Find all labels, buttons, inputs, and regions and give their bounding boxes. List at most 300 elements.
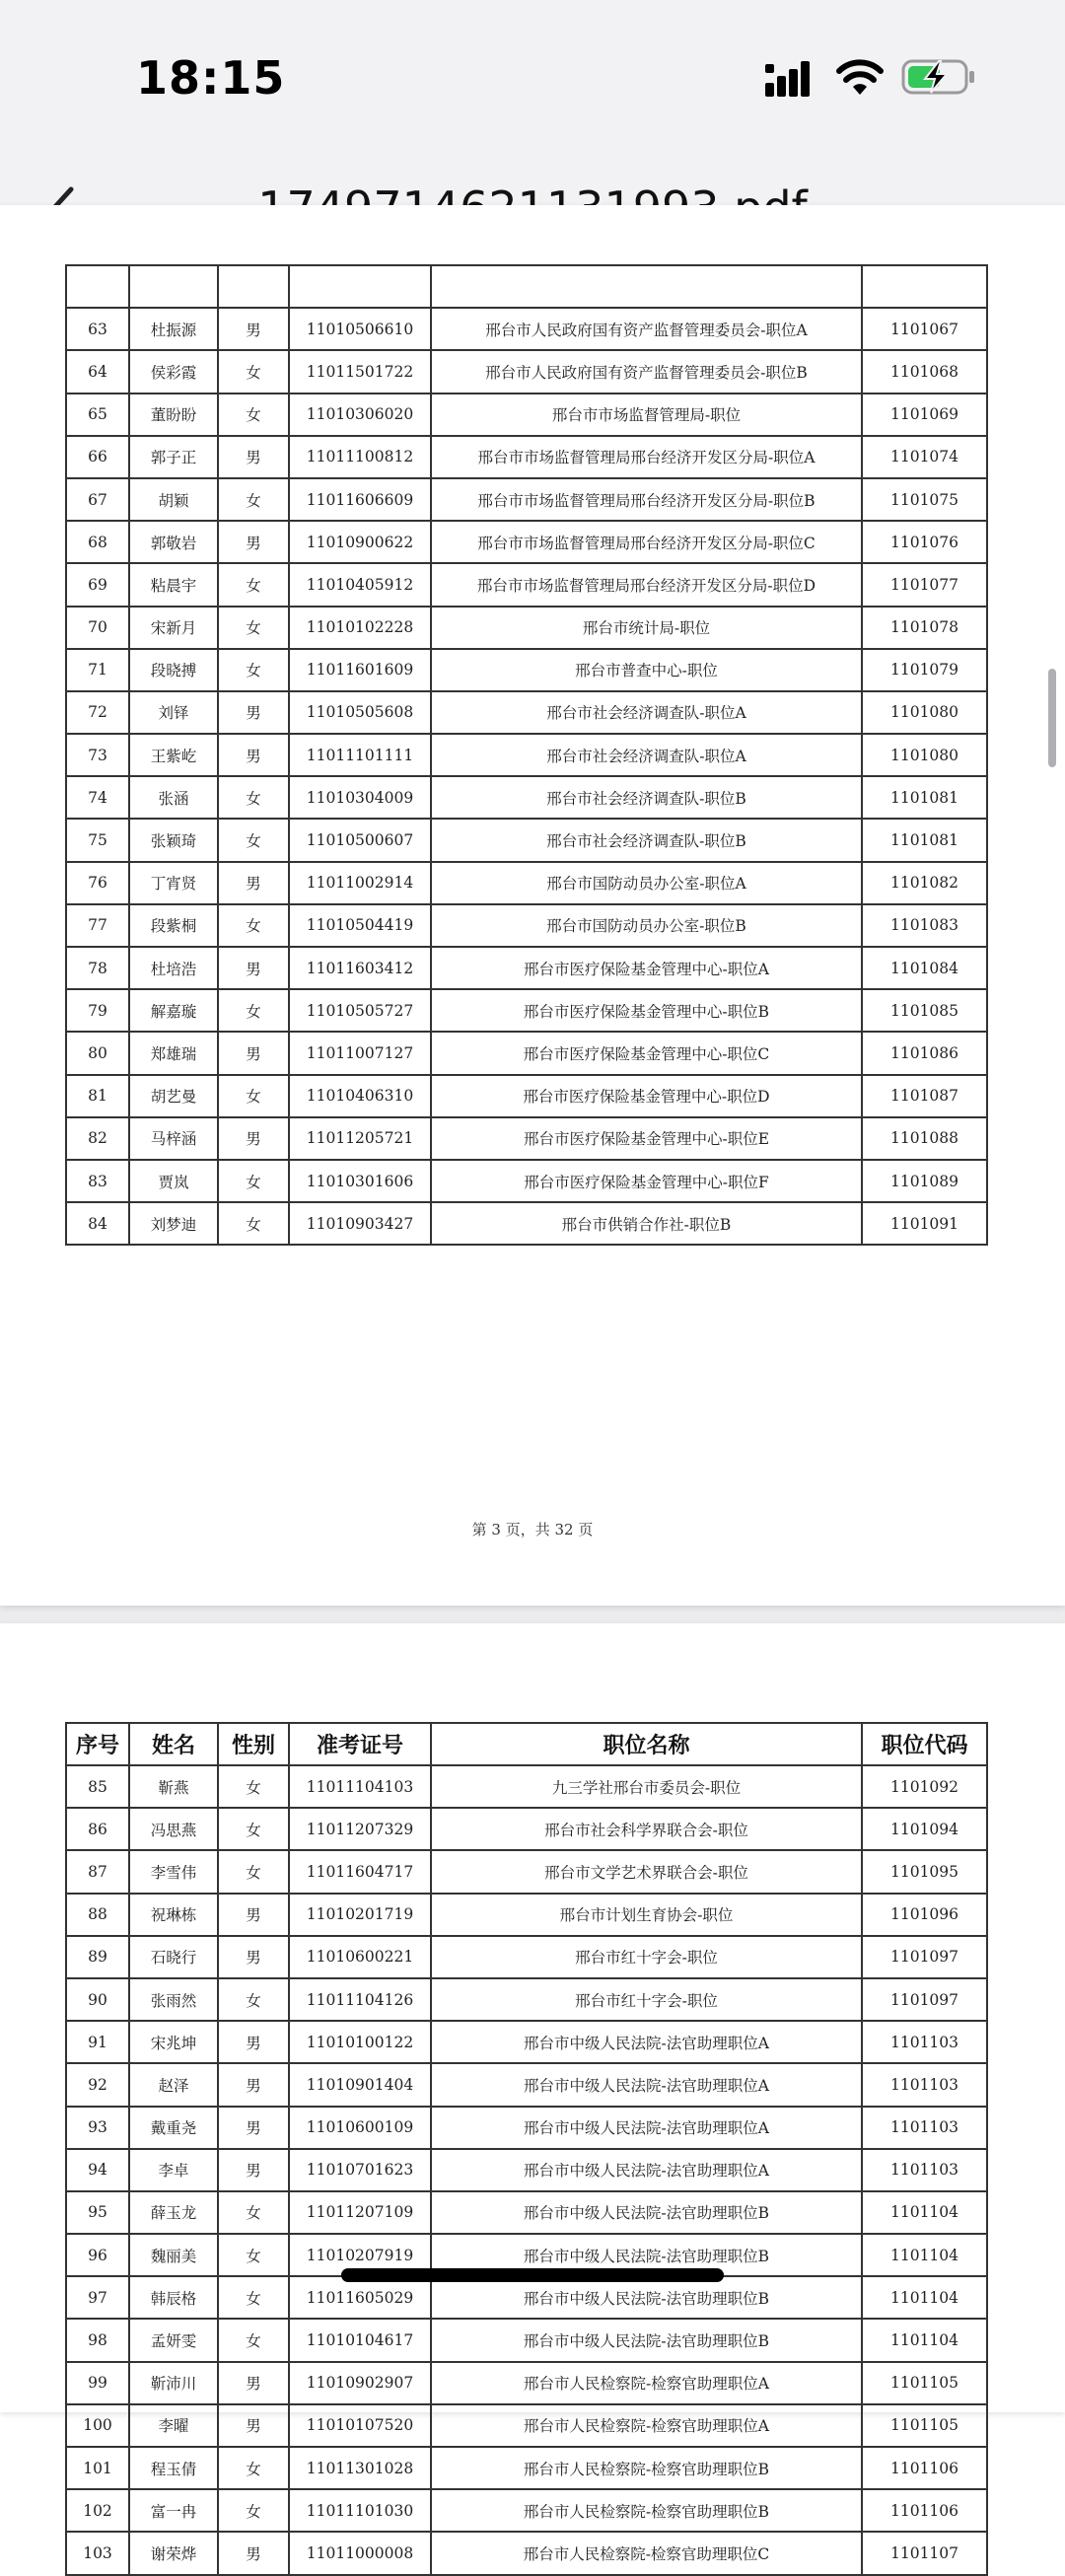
- cell-exam-id: 11011205721: [289, 1117, 431, 1160]
- cell-index: 82: [66, 1117, 129, 1160]
- cell-gender: 女: [218, 1160, 289, 1202]
- cell-exam-id: 11011104103: [289, 1765, 431, 1808]
- cell-exam-id: 11010900622: [289, 521, 431, 563]
- cell-position-name: 邢台市供销合作社-职位B: [431, 1202, 862, 1245]
- cell-gender: 女: [218, 2276, 289, 2319]
- cell-index: 90: [66, 1978, 129, 2021]
- cell-position-name: 邢台市中级人民法院-法官助理职位A: [431, 2063, 862, 2106]
- cell-position-name: 邢台市市场监督管理局邢台经济开发区分局-职位A: [431, 436, 862, 478]
- cell-index: 85: [66, 1765, 129, 1808]
- cell-gender: 女: [218, 1075, 289, 1117]
- header-index: 序号: [66, 1723, 129, 1765]
- cell-gender: 男: [218, 521, 289, 563]
- cell-name: 刘梦迪: [129, 1202, 218, 1245]
- cell-exam-id: 11010500607: [289, 819, 431, 861]
- cell-exam-id: 11010406310: [289, 1075, 431, 1117]
- cell-gender: 女: [218, 1202, 289, 1245]
- cell-position-code: 1101103: [862, 2149, 987, 2191]
- cell-index: 65: [66, 394, 129, 436]
- cell-name: 宋兆坤: [129, 2021, 218, 2063]
- cell-index: 70: [66, 607, 129, 649]
- cell-exam-id: 11010306020: [289, 394, 431, 436]
- cell-exam-id: 11010600109: [289, 2107, 431, 2149]
- cell-position-name: 邢台市社会经济调查队-职位A: [431, 691, 862, 734]
- cell-position-code: 1101068: [862, 350, 987, 393]
- cell-position-name: 邢台市医疗保险基金管理中心-职位B: [431, 989, 862, 1032]
- cell-exam-id: 11011604717: [289, 1850, 431, 1893]
- cell-position-code: 1101091: [862, 1202, 987, 1245]
- table-row: [66, 1075, 987, 1117]
- cell-gender: 女: [218, 2447, 289, 2489]
- cell-gender: 男: [218, 436, 289, 478]
- cell-position-name: 邢台市人民检察院-检察官助理职位B: [431, 2447, 862, 2489]
- cell-position-code: 1101089: [862, 1160, 987, 1202]
- cell-gender: 女: [218, 2191, 289, 2234]
- cell-gender: 女: [218, 2489, 289, 2532]
- table-row: [66, 1160, 987, 1202]
- cell-name: 祝琳栋: [129, 1894, 218, 1936]
- cell-position-name: 邢台市医疗保险基金管理中心-职位D: [431, 1075, 862, 1117]
- cell-name: [129, 265, 218, 308]
- table-row: [66, 862, 987, 904]
- table-row: [66, 819, 987, 861]
- table-row: [66, 1850, 987, 1893]
- table-row: [66, 607, 987, 649]
- cell-position-code: 1101080: [862, 734, 987, 776]
- cell-index: 99: [66, 2362, 129, 2404]
- cell-index: 89: [66, 1936, 129, 1978]
- header-gender: 性别: [218, 1723, 289, 1765]
- cell-position-name: 邢台市医疗保险基金管理中心-职位E: [431, 1117, 862, 1160]
- table-row: [66, 1936, 987, 1978]
- header-position-name: 职位名称: [431, 1723, 862, 1765]
- cell-position-code: 1101103: [862, 2107, 987, 2149]
- cell-gender: 女: [218, 989, 289, 1032]
- cell-index: 101: [66, 2447, 129, 2489]
- cell-position-code: 1101095: [862, 1850, 987, 1893]
- header-exam-id: 准考证号: [289, 1723, 431, 1765]
- table-row: [66, 2191, 987, 2234]
- cell-index: 67: [66, 478, 129, 521]
- cell-gender: 女: [218, 394, 289, 436]
- table-row: [66, 649, 987, 691]
- cell-name: 粘晨宇: [129, 563, 218, 606]
- cell-position-code: 1101081: [862, 819, 987, 861]
- cell-name: 戴重尧: [129, 2107, 218, 2149]
- cell-name: 韩辰格: [129, 2276, 218, 2319]
- cell-position-name: 邢台市人民检察院-检察官助理职位C: [431, 2532, 862, 2574]
- cell-exam-id: 11010201719: [289, 1894, 431, 1936]
- table-row: [66, 1978, 987, 2021]
- table-row: [66, 947, 987, 989]
- battery-charging-icon: [901, 57, 976, 97]
- cell-exam-id: 11010701623: [289, 2149, 431, 2191]
- table-row: [66, 265, 987, 308]
- table-row: [66, 1202, 987, 1245]
- table-row: [66, 1032, 987, 1074]
- pdf-page: [0, 1623, 1065, 2563]
- cell-name: 靳燕: [129, 1765, 218, 1808]
- cell-position-code: 1101086: [862, 1032, 987, 1074]
- cell-exam-id: 11010506610: [289, 308, 431, 350]
- cell-position-code: 1101075: [862, 478, 987, 521]
- cell-exam-id: 11010505608: [289, 691, 431, 734]
- cell-exam-id: 11010504419: [289, 904, 431, 947]
- cell-position-name: 邢台市社会科学界联合会-职位: [431, 1808, 862, 1850]
- cell-position-name: 邢台市文学艺术界联合会-职位: [431, 1850, 862, 1893]
- table-row: [66, 1765, 987, 1808]
- cell-position-name: 邢台市中级人民法院-法官助理职位B: [431, 2319, 862, 2361]
- cell-position-code: 1101074: [862, 436, 987, 478]
- cell-index: 83: [66, 1160, 129, 1202]
- cell-exam-id: 11011101111: [289, 734, 431, 776]
- results-table: [65, 264, 988, 1246]
- cell-exam-id: 11011100812: [289, 436, 431, 478]
- cell-index: 69: [66, 563, 129, 606]
- cell-name: 刘铎: [129, 691, 218, 734]
- cell-position-code: 1101104: [862, 2234, 987, 2276]
- cell-index: 73: [66, 734, 129, 776]
- cell-gender: 女: [218, 819, 289, 861]
- cell-name: 贾岚: [129, 1160, 218, 1202]
- table-row: [66, 2149, 987, 2191]
- cell-position-code: 1101076: [862, 521, 987, 563]
- cell-index: 87: [66, 1850, 129, 1893]
- cell-gender: 男: [218, 2532, 289, 2574]
- cell-position-code: 1101081: [862, 776, 987, 819]
- cell-gender: 女: [218, 607, 289, 649]
- table-row: [66, 2447, 987, 2489]
- cell-position-code: [862, 265, 987, 308]
- cell-position-name: 邢台市人民检察院-检察官助理职位B: [431, 2489, 862, 2532]
- table-row: [66, 1894, 987, 1936]
- cell-position-name: 邢台市人民检察院-检察官助理职位A: [431, 2404, 862, 2447]
- cell-position-code: 1101069: [862, 394, 987, 436]
- cell-index: 68: [66, 521, 129, 563]
- cell-name: 赵泽: [129, 2063, 218, 2106]
- cell-index: 84: [66, 1202, 129, 1245]
- cell-name: 孟妍雯: [129, 2319, 218, 2361]
- cell-name: 石晓行: [129, 1936, 218, 1978]
- cell-position-name: 邢台市中级人民法院-法官助理职位B: [431, 2276, 862, 2319]
- cell-exam-id: 11010405912: [289, 563, 431, 606]
- cell-position-name: 邢台市市场监督管理局-职位: [431, 394, 862, 436]
- table-row: [66, 1808, 987, 1850]
- cell-position-code: 1101103: [862, 2063, 987, 2106]
- cell-position-code: 1101105: [862, 2404, 987, 2447]
- cell-gender: 女: [218, 350, 289, 393]
- cell-name: 谢荣烨: [129, 2532, 218, 2574]
- cell-position-name: 邢台市中级人民法院-法官助理职位A: [431, 2149, 862, 2191]
- cell-exam-id: 11010505727: [289, 989, 431, 1032]
- cell-index: 95: [66, 2191, 129, 2234]
- cell-exam-id: 11011207329: [289, 1808, 431, 1850]
- cell-index: 75: [66, 819, 129, 861]
- cell-index: 63: [66, 308, 129, 350]
- cell-index: 64: [66, 350, 129, 393]
- wifi-icon: [836, 59, 884, 97]
- cell-position-name: 邢台市统计局-职位: [431, 607, 862, 649]
- cell-position-name: 邢台市市场监督管理局邢台经济开发区分局-职位C: [431, 521, 862, 563]
- cell-position-name: 邢台市红十字会-职位: [431, 1936, 862, 1978]
- table-row: [66, 350, 987, 393]
- cell-position-name: 邢台市医疗保险基金管理中心-职位C: [431, 1032, 862, 1074]
- cell-name: 王紫屹: [129, 734, 218, 776]
- cell-position-code: 1101103: [862, 2021, 987, 2063]
- cell-gender: 男: [218, 734, 289, 776]
- cell-index: 91: [66, 2021, 129, 2063]
- cell-position-name: [431, 265, 862, 308]
- home-indicator[interactable]: [341, 2268, 724, 2282]
- cell-position-name: 邢台市计划生育协会-职位: [431, 1894, 862, 1936]
- cell-exam-id: 11010207919: [289, 2234, 431, 2276]
- cell-gender: 男: [218, 1117, 289, 1160]
- cell-position-code: 1101096: [862, 1894, 987, 1936]
- cell-exam-id: 11010301606: [289, 1160, 431, 1202]
- cell-position-name: 邢台市社会经济调查队-职位B: [431, 819, 862, 861]
- cell-gender: 女: [218, 1850, 289, 1893]
- cell-name: 富一冉: [129, 2489, 218, 2532]
- cell-name: 郑雄瑞: [129, 1032, 218, 1074]
- cell-position-code: 1101094: [862, 1808, 987, 1850]
- cell-gender: 女: [218, 563, 289, 606]
- cell-name: 段晓搏: [129, 649, 218, 691]
- cell-name: 李雪伟: [129, 1850, 218, 1893]
- cell-exam-id: 11011000008: [289, 2532, 431, 2574]
- cell-position-name: 邢台市中级人民法院-法官助理职位A: [431, 2021, 862, 2063]
- cell-name: 郭子正: [129, 436, 218, 478]
- cell-exam-id: 11010104617: [289, 2319, 431, 2361]
- cell-name: 张涵: [129, 776, 218, 819]
- cell-gender: 男: [218, 2149, 289, 2191]
- cell-position-code: 1101104: [862, 2319, 987, 2361]
- cell-gender: 女: [218, 904, 289, 947]
- table-row: [66, 2063, 987, 2106]
- cell-position-name: 邢台市市场监督管理局邢台经济开发区分局-职位B: [431, 478, 862, 521]
- cell-gender: 女: [218, 1978, 289, 2021]
- cell-name: 李卓: [129, 2149, 218, 2191]
- cell-position-name: 邢台市中级人民法院-法官助理职位B: [431, 2191, 862, 2234]
- cell-position-name: 邢台市医疗保险基金管理中心-职位A: [431, 947, 862, 989]
- cell-gender: 女: [218, 1808, 289, 1850]
- page-footer: 第 3 页，共 32 页: [471, 1521, 594, 1538]
- cell-name: 董盼盼: [129, 394, 218, 436]
- cell-name: 解嘉璇: [129, 989, 218, 1032]
- cell-exam-id: 11010107520: [289, 2404, 431, 2447]
- table-row: [66, 691, 987, 734]
- table-row: [66, 308, 987, 350]
- table-row: [66, 2319, 987, 2361]
- header-position-code: 职位代码: [862, 1723, 987, 1765]
- table-row: [66, 2276, 987, 2319]
- cell-position-code: 1101087: [862, 1075, 987, 1117]
- cell-exam-id: 11011002914: [289, 862, 431, 904]
- cell-index: 98: [66, 2319, 129, 2361]
- cell-gender: 女: [218, 2234, 289, 2276]
- cell-index: 80: [66, 1032, 129, 1074]
- cell-name: 魏丽美: [129, 2234, 218, 2276]
- table-row: [66, 2107, 987, 2149]
- table-row: [66, 989, 987, 1032]
- status-bar: [0, 0, 1065, 158]
- cell-exam-id: 11011501722: [289, 350, 431, 393]
- cell-position-code: 1101106: [862, 2447, 987, 2489]
- cell-index: 76: [66, 862, 129, 904]
- cell-name: 张雨然: [129, 1978, 218, 2021]
- cell-position-code: 1101092: [862, 1765, 987, 1808]
- scrollbar-thumb[interactable]: [1048, 669, 1056, 767]
- cell-index: 100: [66, 2404, 129, 2447]
- table-row: [66, 478, 987, 521]
- cell-name: 胡艺曼: [129, 1075, 218, 1117]
- cell-index: 94: [66, 2149, 129, 2191]
- table-row: [66, 2362, 987, 2404]
- cell-position-code: 1101104: [862, 2276, 987, 2319]
- cell-index: 102: [66, 2489, 129, 2532]
- cell-index: 103: [66, 2532, 129, 2574]
- cell-position-name: 邢台市市场监督管理局邢台经济开发区分局-职位D: [431, 563, 862, 606]
- cell-index: 96: [66, 2234, 129, 2276]
- cell-position-code: 1101082: [862, 862, 987, 904]
- cell-exam-id: 11011601609: [289, 649, 431, 691]
- cell-name: 杜振源: [129, 308, 218, 350]
- cell-position-code: 1101105: [862, 2362, 987, 2404]
- cell-name: 胡颖: [129, 478, 218, 521]
- cell-position-name: 邢台市国防动员办公室-职位A: [431, 862, 862, 904]
- cellular-signal-icon: [765, 59, 820, 99]
- cell-position-code: 1101107: [862, 2532, 987, 2574]
- cell-position-code: 1101077: [862, 563, 987, 606]
- cell-index: 71: [66, 649, 129, 691]
- table-row: [66, 2404, 987, 2447]
- cell-position-name: 邢台市中级人民法院-法官助理职位A: [431, 2107, 862, 2149]
- cell-position-name: 邢台市人民政府国有资产监督管理委员会-职位B: [431, 350, 862, 393]
- table-row: [66, 776, 987, 819]
- cell-gender: 女: [218, 1765, 289, 1808]
- cell-position-name: 邢台市社会经济调查队-职位B: [431, 776, 862, 819]
- table-row: [66, 2489, 987, 2532]
- cell-name: 张颖琦: [129, 819, 218, 861]
- cell-gender: 男: [218, 308, 289, 350]
- cell-index: 86: [66, 1808, 129, 1850]
- cell-gender: 女: [218, 776, 289, 819]
- cell-index: 78: [66, 947, 129, 989]
- cell-position-code: 1101083: [862, 904, 987, 947]
- cell-position-code: 1101080: [862, 691, 987, 734]
- cell-exam-id: 11011104126: [289, 1978, 431, 2021]
- cell-exam-id: 11010100122: [289, 2021, 431, 2063]
- cell-exam-id: 11011603412: [289, 947, 431, 989]
- cell-exam-id: 11011101030: [289, 2489, 431, 2532]
- cell-gender: [218, 265, 289, 308]
- cell-gender: 男: [218, 862, 289, 904]
- cell-name: 李曜: [129, 2404, 218, 2447]
- cell-index: 79: [66, 989, 129, 1032]
- cell-gender: 男: [218, 2362, 289, 2404]
- table-row: [66, 521, 987, 563]
- cell-name: 马梓涵: [129, 1117, 218, 1160]
- cell-position-name: 九三学社邢台市委员会-职位: [431, 1765, 862, 1808]
- cell-gender: 男: [218, 1032, 289, 1074]
- cell-name: 冯思燕: [129, 1808, 218, 1850]
- cell-exam-id: 11011606609: [289, 478, 431, 521]
- cell-index: 93: [66, 2107, 129, 2149]
- cell-name: 薛玉龙: [129, 2191, 218, 2234]
- cell-index: [66, 265, 129, 308]
- pdf-viewer[interactable]: [0, 264, 1065, 2563]
- cell-index: 77: [66, 904, 129, 947]
- table-row: [66, 904, 987, 947]
- cell-exam-id: 11010902907: [289, 2362, 431, 2404]
- pdf-page: [0, 205, 1065, 1606]
- cell-gender: 女: [218, 478, 289, 521]
- cell-name: 侯彩霞: [129, 350, 218, 393]
- cell-gender: 男: [218, 947, 289, 989]
- cell-position-name: 邢台市医疗保险基金管理中心-职位F: [431, 1160, 862, 1202]
- table-row: [66, 734, 987, 776]
- cell-exam-id: 11011605029: [289, 2276, 431, 2319]
- cell-index: 88: [66, 1894, 129, 1936]
- cell-name: 程玉倩: [129, 2447, 218, 2489]
- cell-position-name: 邢台市人民政府国有资产监督管理委员会-职位A: [431, 308, 862, 350]
- cell-name: 宋新月: [129, 607, 218, 649]
- cell-name: 丁宵贤: [129, 862, 218, 904]
- cell-gender: 男: [218, 691, 289, 734]
- cell-exam-id: 11011007127: [289, 1032, 431, 1074]
- cell-index: 92: [66, 2063, 129, 2106]
- table-row: [66, 1117, 987, 1160]
- cell-index: 74: [66, 776, 129, 819]
- table-row: [66, 394, 987, 436]
- cell-exam-id: 11010901404: [289, 2063, 431, 2106]
- cell-name: 杜培浩: [129, 947, 218, 989]
- cell-position-name: 邢台市普查中心-职位: [431, 649, 862, 691]
- header-name: 姓名: [129, 1723, 218, 1765]
- table-row: [66, 2021, 987, 2063]
- cell-exam-id: [289, 265, 431, 308]
- cell-exam-id: 11011301028: [289, 2447, 431, 2489]
- cell-gender: 男: [218, 2404, 289, 2447]
- cell-position-name: 邢台市社会经济调查队-职位A: [431, 734, 862, 776]
- cell-position-code: 1101079: [862, 649, 987, 691]
- table-header-row: [66, 1723, 987, 1765]
- cell-gender: 女: [218, 2319, 289, 2361]
- cell-position-code: 1101067: [862, 308, 987, 350]
- cell-position-name: 邢台市红十字会-职位: [431, 1978, 862, 2021]
- cell-gender: 男: [218, 1894, 289, 1936]
- table-row: [66, 2532, 987, 2574]
- cell-position-name: 邢台市中级人民法院-法官助理职位B: [431, 2234, 862, 2276]
- status-time: 18:15: [136, 51, 286, 105]
- cell-exam-id: 11010102228: [289, 607, 431, 649]
- table-row: [66, 563, 987, 606]
- cell-index: 72: [66, 691, 129, 734]
- cell-position-name: 邢台市国防动员办公室-职位B: [431, 904, 862, 947]
- cell-position-code: 1101084: [862, 947, 987, 989]
- cell-index: 81: [66, 1075, 129, 1117]
- cell-position-code: 1101085: [862, 989, 987, 1032]
- cell-gender: 男: [218, 2107, 289, 2149]
- cell-exam-id: 11011207109: [289, 2191, 431, 2234]
- cell-position-code: 1101104: [862, 2191, 987, 2234]
- cell-position-code: 1101088: [862, 1117, 987, 1160]
- cell-position-code: 1101097: [862, 1936, 987, 1978]
- cell-name: 郭敬岩: [129, 521, 218, 563]
- cell-exam-id: 11010903427: [289, 1202, 431, 1245]
- cell-position-code: 1101106: [862, 2489, 987, 2532]
- cell-index: 66: [66, 436, 129, 478]
- cell-gender: 女: [218, 649, 289, 691]
